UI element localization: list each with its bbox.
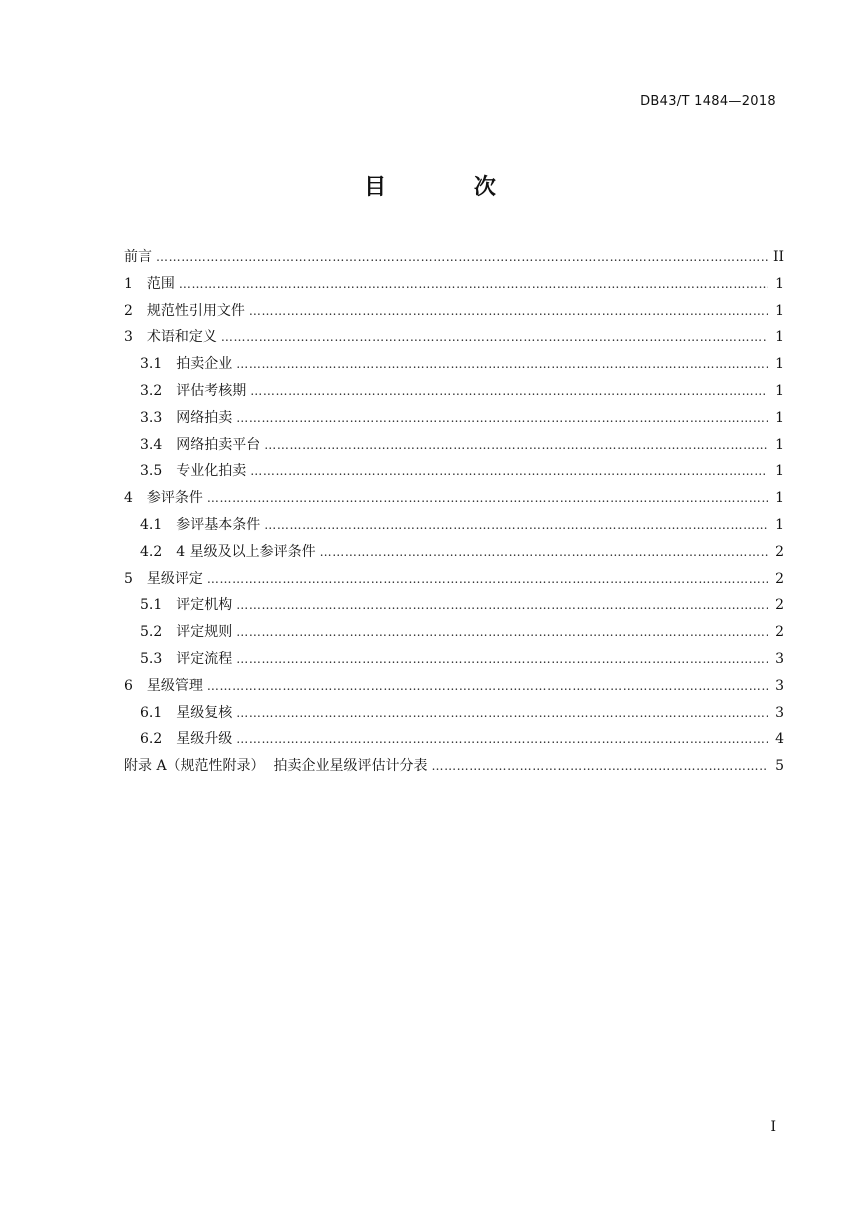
dot-leader <box>249 298 768 325</box>
toc-entry-number: 4 <box>124 490 133 507</box>
page-number: I <box>770 1119 776 1135</box>
document-code: DB43/T 1484—2018 <box>640 94 776 109</box>
toc-entry-page: 5 <box>775 758 784 775</box>
toc-entry-title: 网络拍卖平台 <box>176 436 261 453</box>
toc-entry-number: 3.2 <box>140 382 163 399</box>
dot-leader <box>264 432 768 459</box>
toc-entry-title: 评定规则 <box>176 624 233 641</box>
toc-entry-page: II <box>772 249 784 265</box>
dot-leader <box>179 271 768 298</box>
dot-leader <box>221 324 768 351</box>
toc-entry-number: 3.1 <box>140 356 163 373</box>
toc-entry-title: 术语和定义 <box>146 329 217 346</box>
toc-entry[interactable] <box>124 378 784 405</box>
dot-leader <box>236 619 768 646</box>
toc-entry-page: 1 <box>775 490 784 507</box>
toc-entry[interactable] <box>124 458 784 485</box>
toc-entry-title: 星级复核 <box>176 704 233 721</box>
dot-leader <box>236 351 768 378</box>
table-of-contents <box>124 244 784 780</box>
toc-entry-number: 1 <box>124 275 133 292</box>
toc-entry[interactable] <box>124 539 784 566</box>
toc-entry-page: 3 <box>775 650 784 667</box>
toc-entry-title: 星级管理 <box>146 677 203 694</box>
toc-entry-title: 附录 A（规范性附录） 拍卖企业星级评估计分表 <box>124 758 428 775</box>
dot-leader <box>236 405 768 432</box>
toc-entry-title: 参评基本条件 <box>176 516 261 533</box>
toc-entry-page: 3 <box>775 677 784 694</box>
toc-entry[interactable] <box>124 244 784 271</box>
dot-leader <box>207 485 768 512</box>
toc-entry-page: 1 <box>775 275 784 292</box>
dot-leader <box>236 726 768 753</box>
toc-entry-title: 网络拍卖 <box>176 409 233 426</box>
toc-entry-title: 星级评定 <box>146 570 203 587</box>
toc-entry-number: 6 <box>124 677 133 694</box>
toc-entry-page: 1 <box>775 302 784 319</box>
dot-leader <box>320 539 768 566</box>
dot-leader <box>264 512 768 539</box>
toc-entry[interactable] <box>124 512 784 539</box>
toc-entry[interactable] <box>124 753 784 780</box>
toc-entry-number: 5.2 <box>140 624 163 641</box>
toc-entry-number: 4.2 <box>140 543 163 560</box>
toc-entry-page: 1 <box>775 356 784 373</box>
toc-entry-title: 4 星级及以上参评条件 <box>176 543 316 560</box>
dot-leader <box>250 458 768 485</box>
toc-entry-number: 3.4 <box>140 436 163 453</box>
dot-leader <box>207 566 768 593</box>
toc-entry-number: 3.5 <box>140 463 163 480</box>
toc-entry-number: 2 <box>124 302 133 319</box>
toc-entry[interactable] <box>124 726 784 753</box>
toc-entry-number: 4.1 <box>140 516 163 533</box>
toc-entry-page: 3 <box>775 704 784 721</box>
toc-entry[interactable] <box>124 673 784 700</box>
toc-entry-title: 参评条件 <box>146 490 203 507</box>
dot-leader <box>236 700 768 727</box>
toc-entry[interactable] <box>124 351 784 378</box>
toc-entry-page: 1 <box>775 516 784 533</box>
toc-entry-number: 5 <box>124 570 133 587</box>
toc-entry-page: 1 <box>775 436 784 453</box>
toc-entry-title: 前言 <box>124 249 152 265</box>
toc-entry-page: 2 <box>775 624 784 641</box>
dot-leader <box>431 753 768 780</box>
toc-entry[interactable] <box>124 619 784 646</box>
toc-entry-page: 1 <box>775 409 784 426</box>
page-title: 目 次 <box>364 175 536 200</box>
toc-entry-title: 规范性引用文件 <box>146 302 245 319</box>
toc-entry-title: 专业化拍卖 <box>176 463 247 480</box>
toc-entry-number: 3 <box>124 329 133 346</box>
toc-entry-page: 2 <box>775 597 784 614</box>
toc-entry-number: 6.1 <box>140 704 163 721</box>
toc-entry-page: 2 <box>775 543 784 560</box>
toc-entry[interactable] <box>124 566 784 593</box>
toc-entry[interactable] <box>124 324 784 351</box>
toc-entry[interactable] <box>124 432 784 459</box>
toc-entry[interactable] <box>124 405 784 432</box>
toc-entry-title: 评定流程 <box>176 650 233 667</box>
toc-entry-title: 评估考核期 <box>176 382 247 399</box>
toc-entry-page: 2 <box>775 570 784 587</box>
toc-entry-page: 1 <box>775 463 784 480</box>
toc-entry-title: 范围 <box>146 275 175 292</box>
toc-entry[interactable] <box>124 700 784 727</box>
toc-entry-page: 1 <box>775 329 784 346</box>
dot-leader <box>156 244 768 271</box>
dot-leader <box>207 673 768 700</box>
toc-entry-number: 3.3 <box>140 409 163 426</box>
toc-entry-number: 6.2 <box>140 731 163 748</box>
toc-entry[interactable] <box>124 298 784 325</box>
dot-leader <box>236 592 768 619</box>
toc-entry-page: 4 <box>775 731 784 748</box>
dot-leader <box>236 646 768 673</box>
toc-entry[interactable] <box>124 646 784 673</box>
toc-entry-page: 1 <box>775 382 784 399</box>
toc-entry-number: 5.1 <box>140 597 163 614</box>
toc-entry-title: 星级升级 <box>176 731 233 748</box>
toc-entry[interactable] <box>124 271 784 298</box>
toc-entry-title: 拍卖企业 <box>176 356 233 373</box>
toc-entry[interactable] <box>124 485 784 512</box>
toc-entry-title: 评定机构 <box>176 597 233 614</box>
toc-entry[interactable] <box>124 592 784 619</box>
toc-entry-number: 5.3 <box>140 650 163 667</box>
dot-leader <box>250 378 768 405</box>
